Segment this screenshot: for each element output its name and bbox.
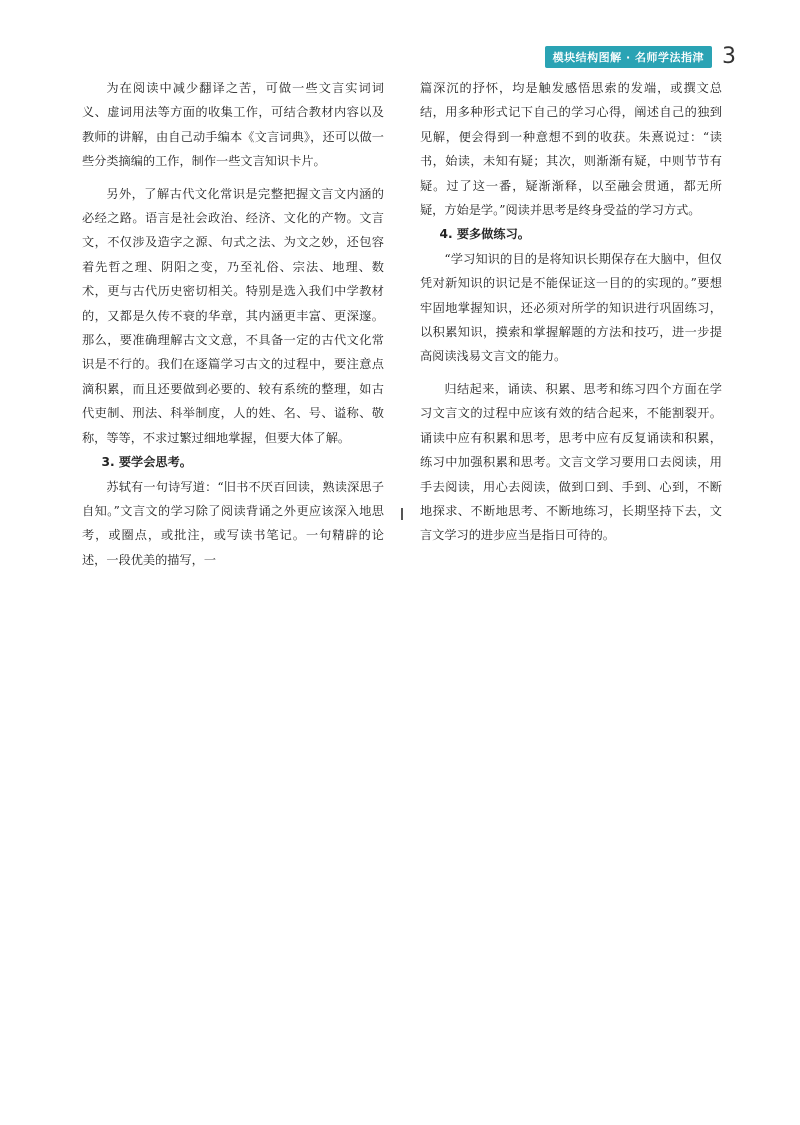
paragraph: 另外，了解古代文化常识是完整把握文言文内涵的必经之路。语言是社会政治、经济、文化的产物。文言文，不仅涉及造字之源、句式之法、为文之妙，还包容着先哲之理、阴阳之变，乃至礼俗、宗法、地理、数术，更与古代历史密切相关。特别是选入我们中学教材的，又都是久传不衰的华章，其内涵更丰富、更深邃。那么，要准确理解古文文意，不具备一定的古代文化常识是不行的。我们在逐篇学习古文的过程中，要注意点滴积累，而且还要做到必要的、较有系统的整理，如古代吏制、刑法、科举制度，人的姓、名、号、谥称、敬称，等等，不求过繁过细地掌握，但要大体了解。: [82, 186, 384, 445]
page-header: [545, 46, 736, 68]
left-column: [82, 76, 384, 572]
section-tag: 模块结构图解 · 名师学法指津: [545, 46, 712, 68]
page-number: 3: [722, 44, 736, 69]
paragraph: 为在阅读中减少翻译之苦，可做一些文言实词词义、虚词用法等方面的收集工作，可结合教材内容以及教师的讲解，由自己动手编本《文言词典》，还可以做一些分类摘编的工作，制作一些文言知识卡片。: [82, 81, 384, 169]
paragraph: 归结起来，诵读、积累、思考和练习四个方面在学习文言文的过程中应该有效的结合起来，不能割裂开。诵读中应有积累和思考，思考中应有反复诵读和积累，练习中加强积累和思考。文言文学习要用口去阅读，用手去阅读，用心去阅读，做到口到、手到、心到，不断地探求、不断地思考、不断地练习，长期坚持下去，文言文学习的进步应当是指日可待的。: [420, 381, 722, 543]
paragraph: 篇深沉的抒怀，均是触发感悟思索的发端，或撰文总结，用多种形式记下自己的学习心得，阐述自己的独到见解，便会得到一种意想不到的收获。朱熹说过：“读书，始读，未知有疑；其次，则渐渐有疑，中则节节有疑。过了这一番，疑渐渐释，以至融会贯通，都无所疑，方始是学。”阅读并思考是终身受益的学习方式。: [420, 81, 722, 218]
paragraph: “学习知识的目的是将知识长期保存在大脑中，但仅凭对新知识的识记是不能保证这一目的的实现的。”要想牢固地掌握知识，还必须对所学的知识进行巩固练习，以积累知识，摸索和掌握解题的方法和技巧，进一步提高阅读浅易文言文的能力。: [420, 251, 722, 364]
paragraph: 苏轼有一句诗写道：“旧书不厌百回读，熟读深思子自知。”文言文的学习除了阅读背诵之外更应该深入地思考，或圈点，或批注，或写读书笔记。一句精辟的论述，一段优美的描写，一: [82, 479, 384, 567]
right-column: [420, 76, 722, 548]
section-heading: 3. 要学会思考。: [101, 455, 192, 470]
section-heading: 4. 要多做练习。: [439, 227, 530, 242]
column-divider: [401, 508, 403, 520]
